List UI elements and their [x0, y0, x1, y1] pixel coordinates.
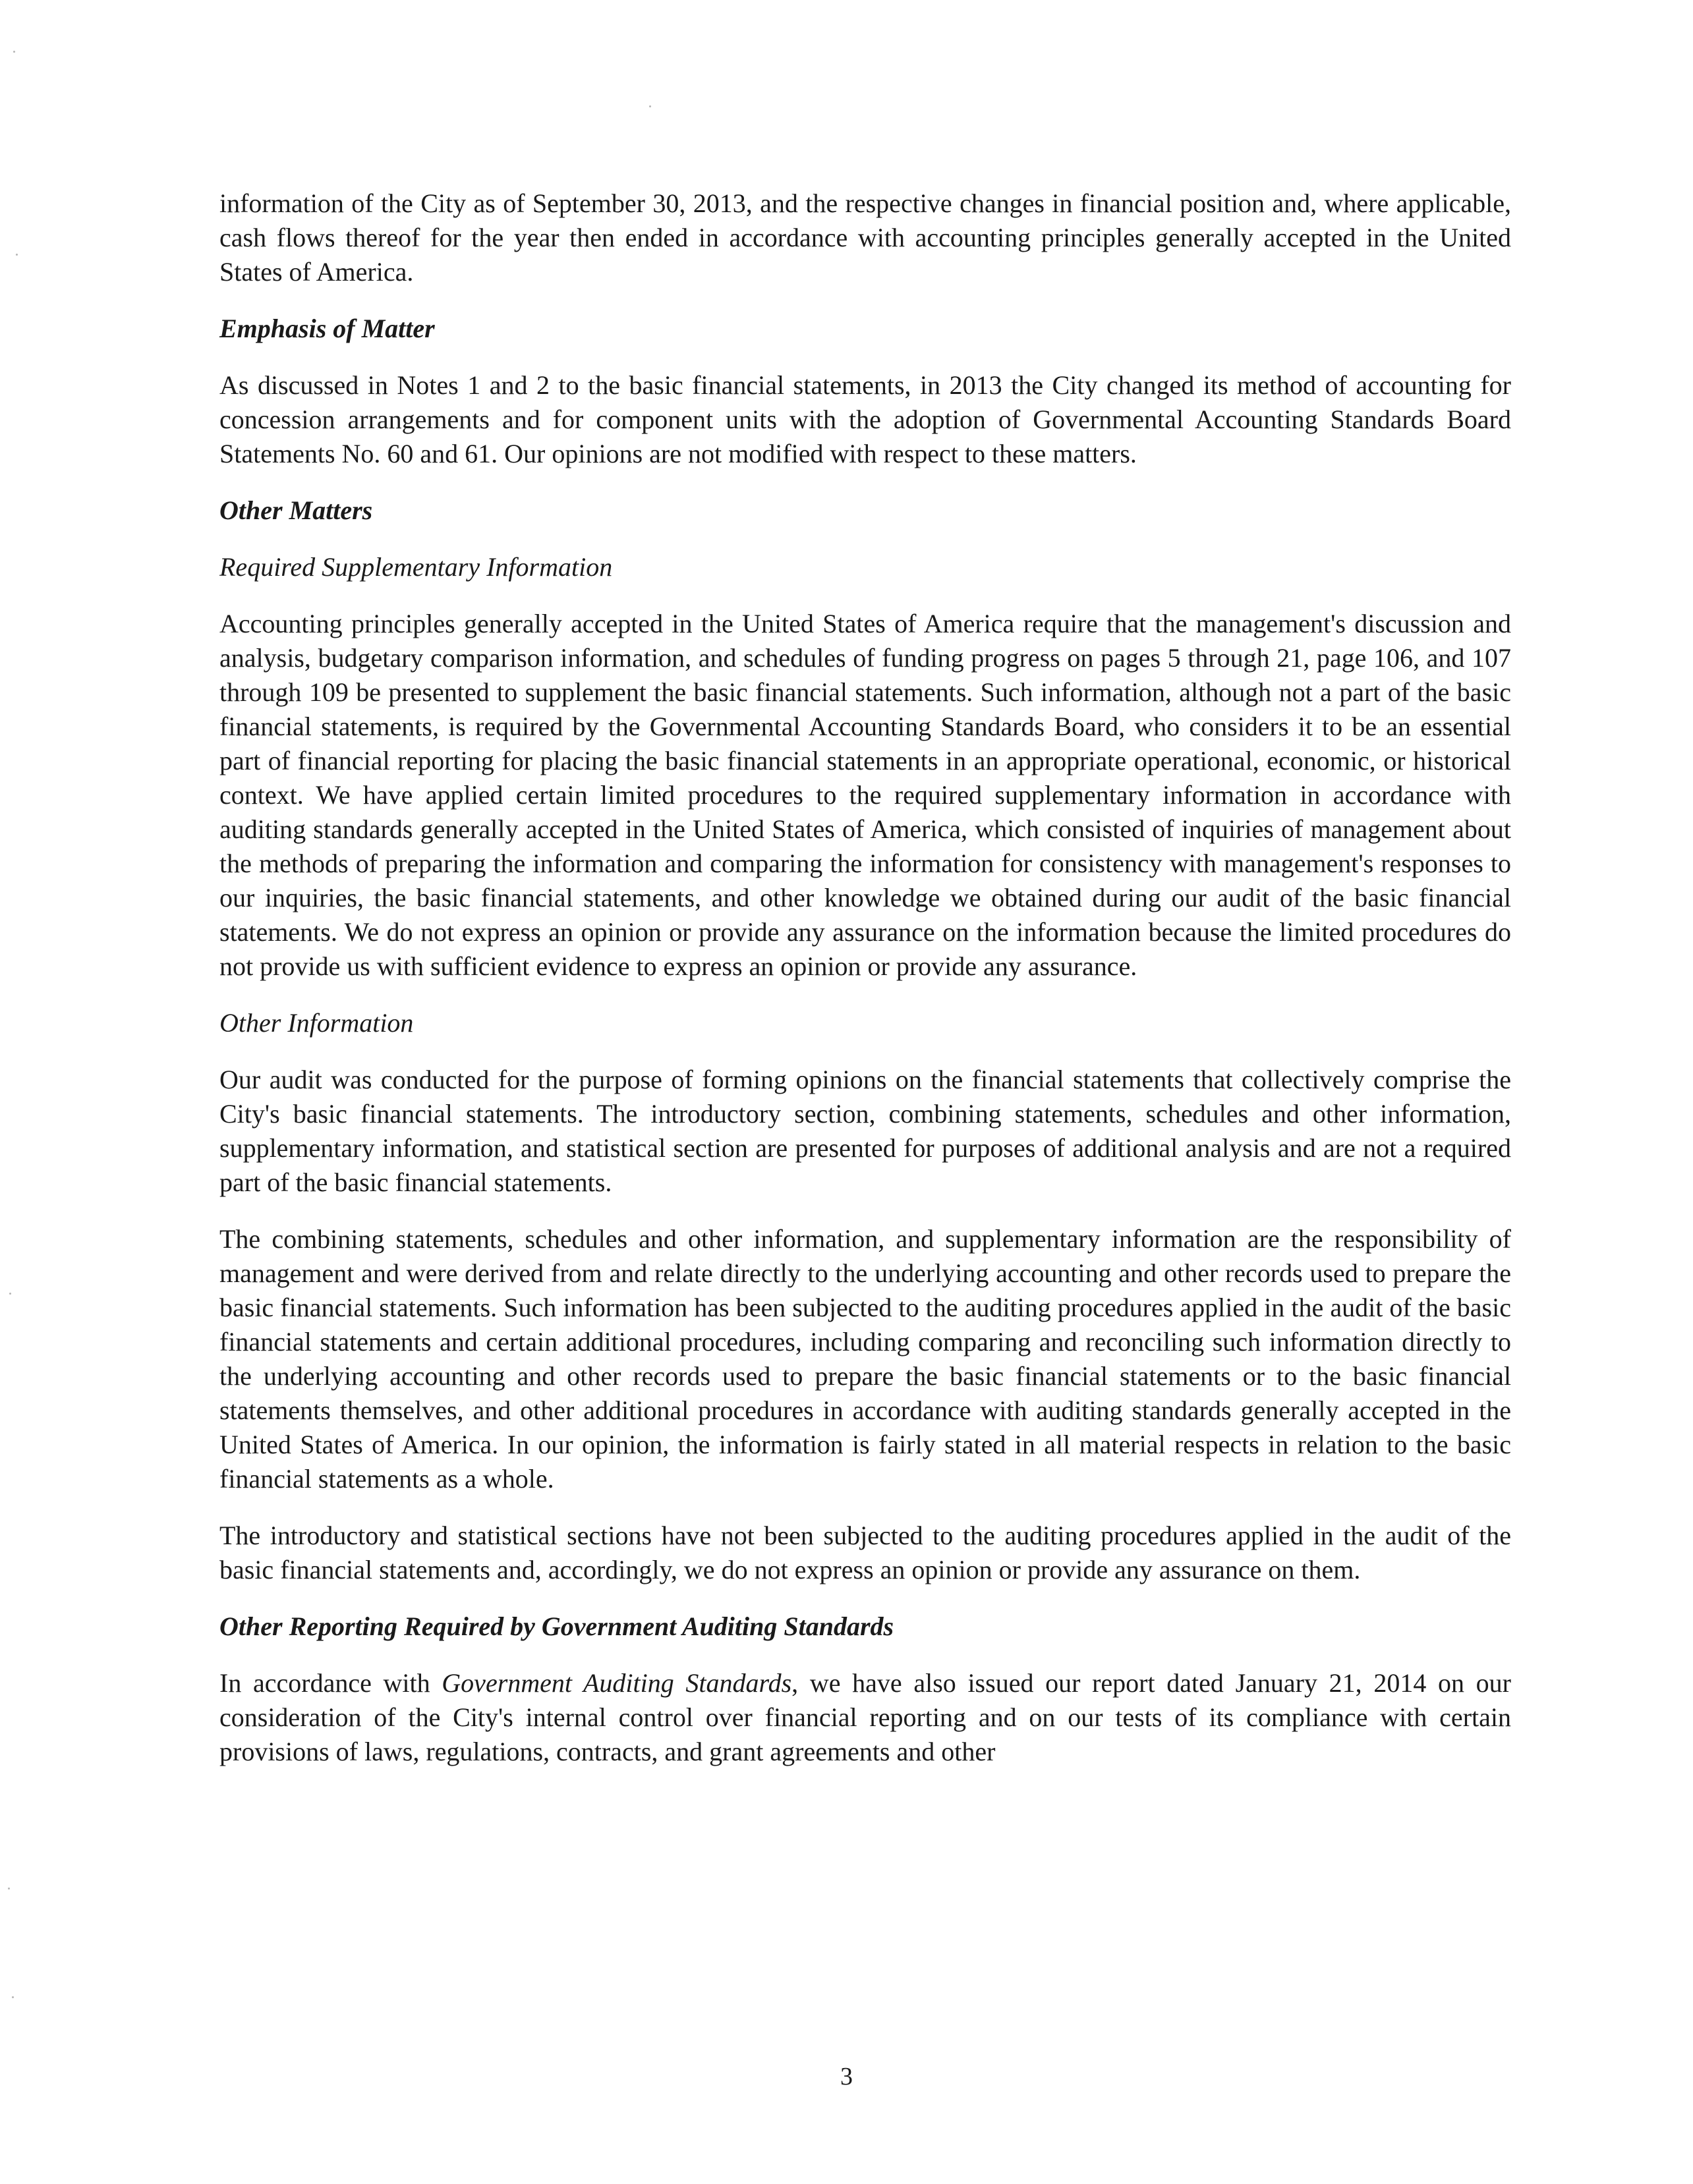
emphasis-of-matter-heading: Emphasis of Matter — [219, 314, 435, 343]
intro-continuation-paragraph: information of the City as of September 30, 2013, and the respective changes in financial position and, where applicable, cash flows thereof for the year then ended in accordance with accounting principles generally accepted in the United States of America. — [219, 188, 1511, 287]
scan-speck — [16, 254, 18, 256]
other-information-subheading: Other Information — [219, 1008, 414, 1038]
scan-speck — [9, 1293, 11, 1295]
other-information-paragraph-1: Our audit was conducted for the purpose of forming opinions on the financial statements that collectively comprise the City's basic financial statements. The introductory section, combining statements, schedules and other information, supplementary information, and statistical section are presented for purposes of additional analysis and are not a required part of the basic financial statements. — [219, 1065, 1511, 1197]
document-page — [219, 186, 1511, 1769]
emphasis-of-matter-paragraph: As discussed in Notes 1 and 2 to the basic financial statements, in 2013 the City changed its method of accounting for concession arrangements and for component units with the adoption of Governmental Accounting Standards Board Statements No. 60 and 61. Our opinions are not modified with respect to these matters. — [219, 370, 1511, 468]
page-number: 3 — [840, 2063, 853, 2090]
other-reporting-prefix: In accordance with — [219, 1668, 442, 1698]
required-supplementary-information-paragraph: Accounting principles generally accepted in the United States of America require that the management's discussion and analysis, budgetary comparison information, and schedules of funding progress on pages 5 through 21, page 106, and 107 through 109 be presented to supplement the basic financial statements. Such information, although not a part of the basic financial statements, is required by the Governmental Accounting Standards Board, who considers it to be an essential part of financial reporting for placing the basic financial statements in an appropriate operational, economic, or historical context. We have applied certain limited procedures to the required supplementary information in accordance with auditing standards generally accepted in the United States of America, which consisted of inquiries of management about the methods of preparing the information and comparing the information for consistency with management's responses to our inquiries, the basic financial statements, and other knowledge we obtained during our audit of the basic financial statements. We do not express an opinion or provide any assurance on the information because the limited procedures do not provide us with sufficient evidence to express an opinion or provide any assurance. — [219, 609, 1511, 981]
scan-speck — [12, 1996, 14, 1998]
other-information-paragraph-2: The combining statements, schedules and other information, and supplementary information are the responsibility of management and were derived from and relate directly to the underlying accounting and other records used to prepare the basic financial statements. Such information has been subjected to the auditing procedures applied in the audit of the basic financial statements and certain additional procedures, including comparing and reconciling such information directly to the underlying accounting and other records used to prepare the basic financial statements or to the basic financial statements themselves, and other additional procedures in accordance with auditing standards generally accepted in the United States of America. In our opinion, the information is fairly stated in all material respects in relation to the basic financial statements as a whole. — [219, 1224, 1511, 1494]
other-reporting-paragraph — [219, 1666, 1511, 1769]
other-reporting-suffix: , we have also issued our report dated January 21, 2014 on our consideration of the City's internal control over financial reporting and on our tests of its compliance with certain provisions of laws, regulations, contracts, and grant agreements and other — [219, 1668, 1511, 1766]
other-reporting-heading: Other Reporting Required by Government Auditing Standards — [219, 1611, 894, 1641]
required-supplementary-information-subheading: Required Supplementary Information — [219, 552, 613, 582]
scan-speck — [13, 51, 15, 53]
scan-speck — [649, 105, 651, 107]
other-matters-heading: Other Matters — [219, 495, 373, 525]
scan-speck — [8, 1888, 10, 1890]
other-information-paragraph-3: The introductory and statistical sections have not been subjected to the auditing procedures applied in the audit of the basic financial statements and, accordingly, we do not express an opinion or provide any assurance on them. — [219, 1521, 1511, 1584]
government-auditing-standards-title: Government Auditing Standards — [442, 1668, 792, 1698]
